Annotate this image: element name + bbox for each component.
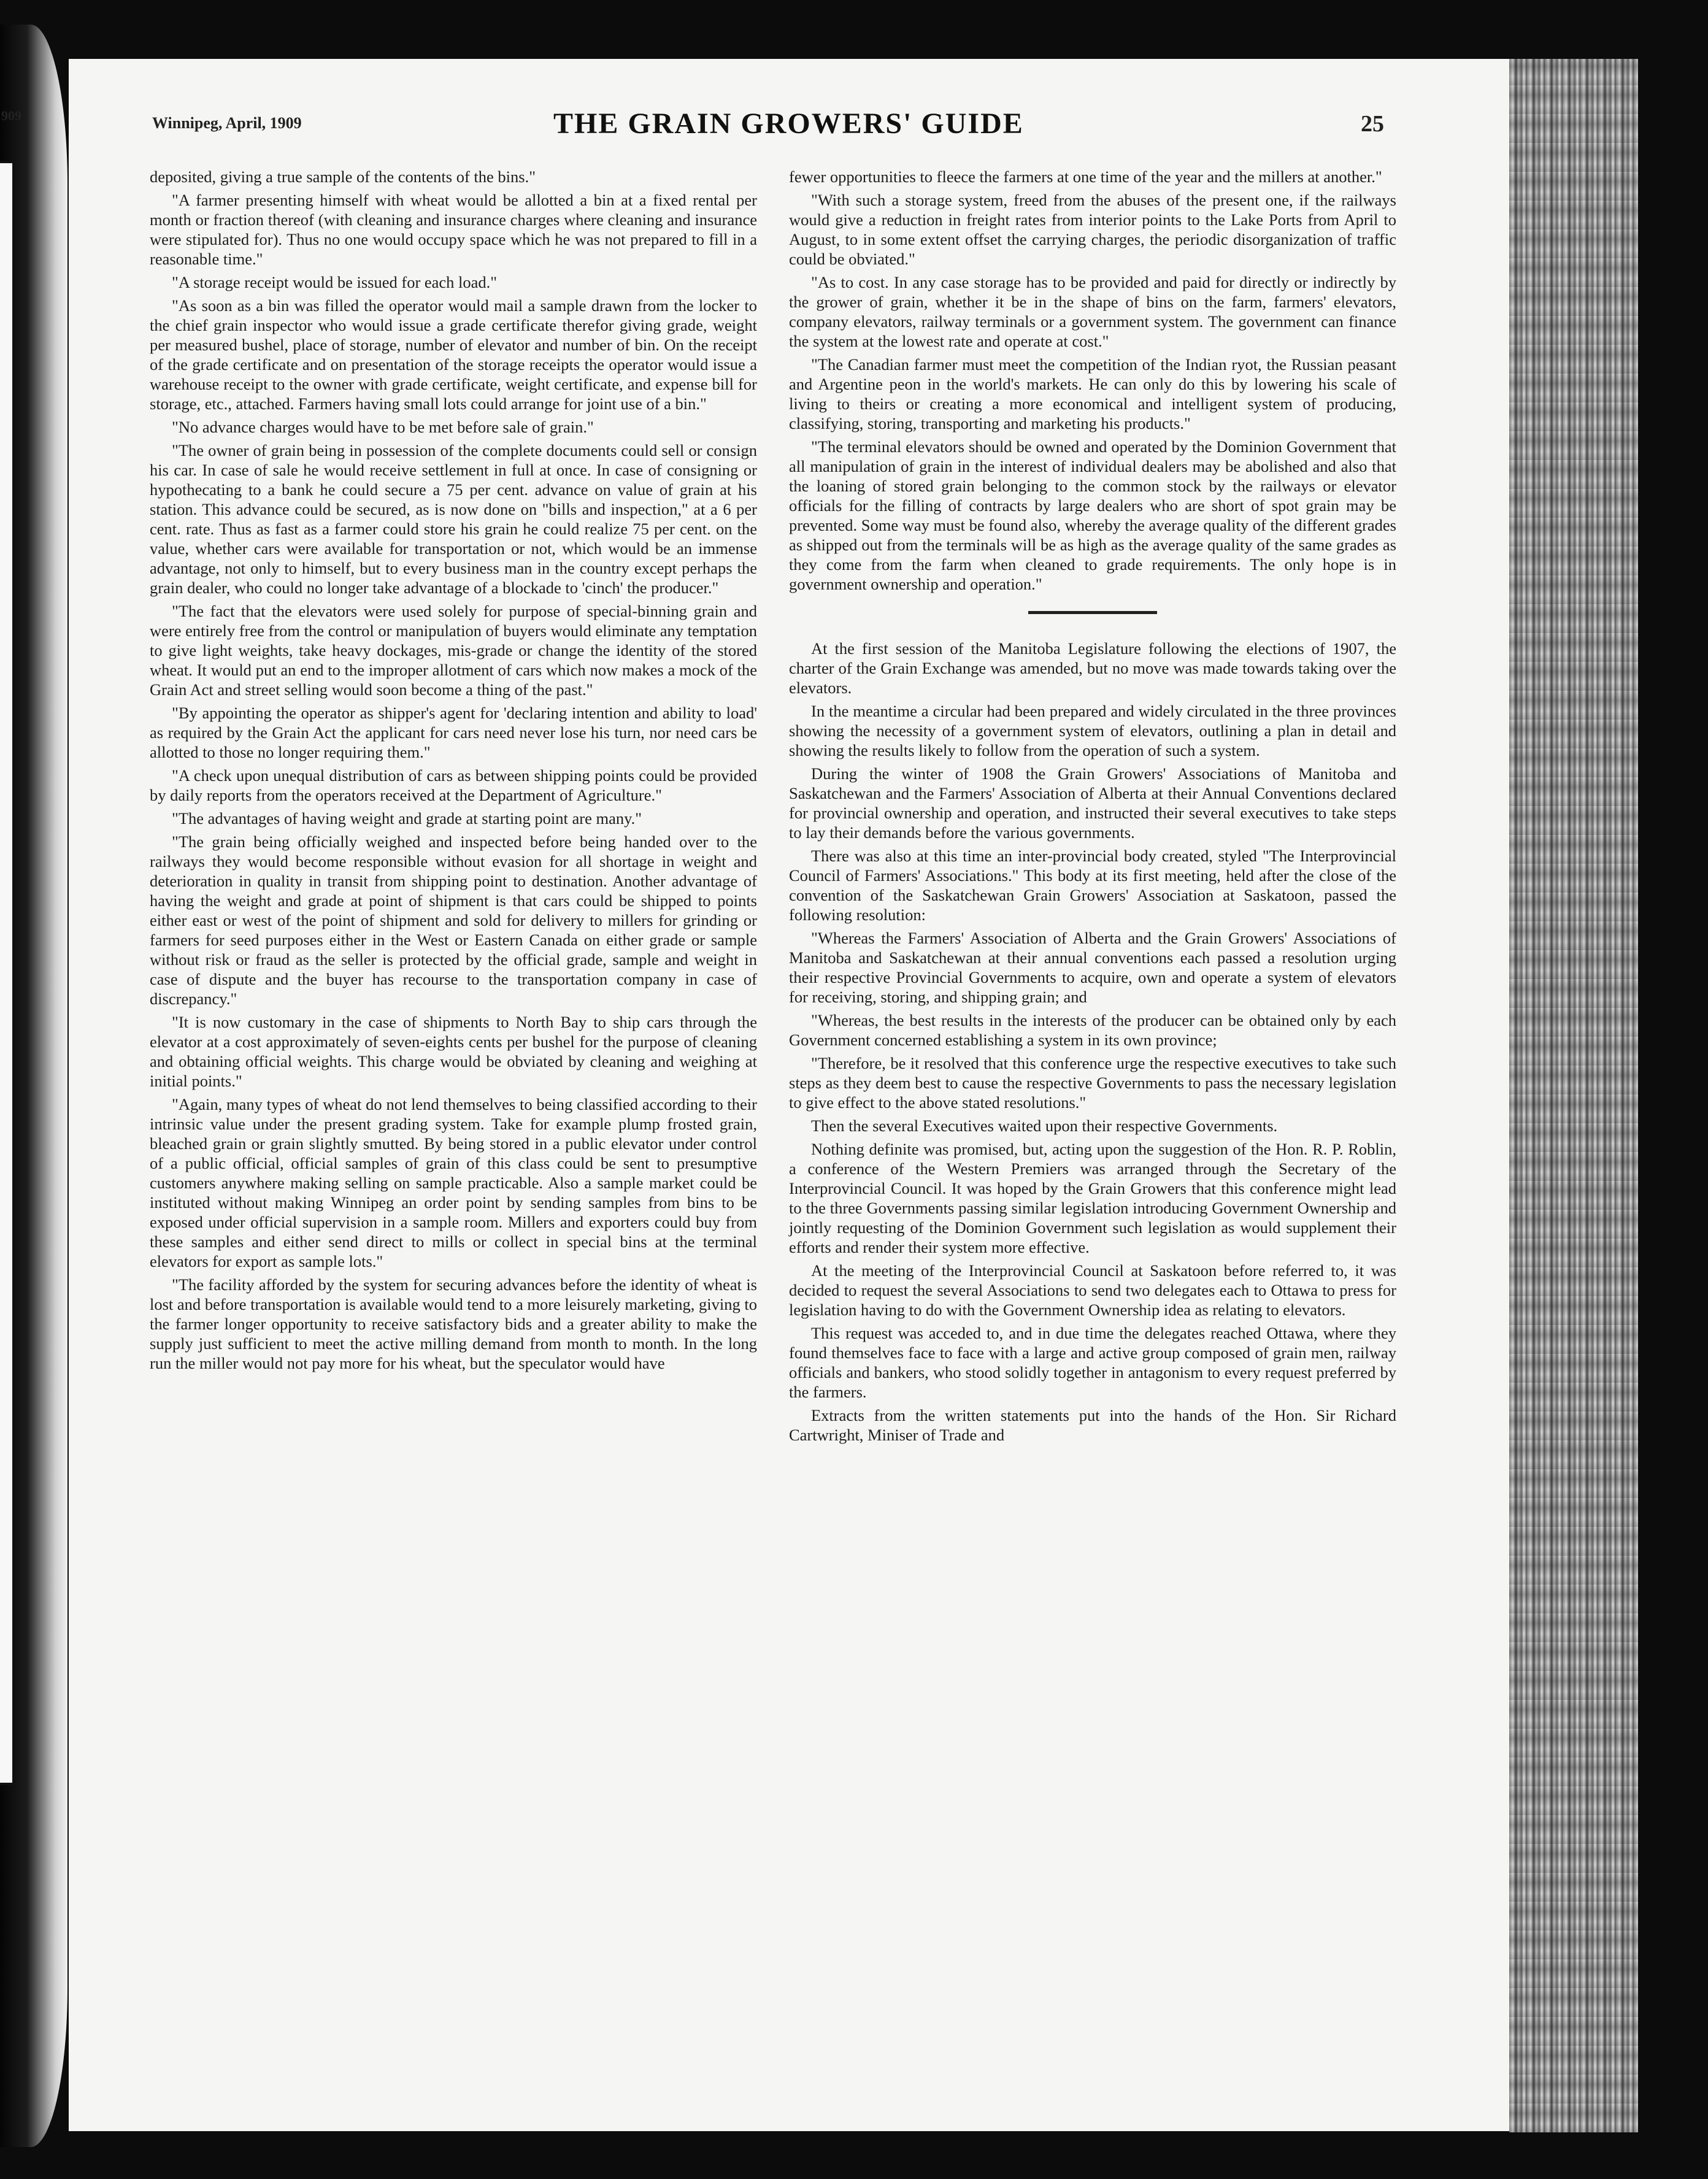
paragraph: "The grain being officially weighed and inspected before being handed over to the railways they would become responsible without evasion for all shortage in weight and deterioration in quality in transit from shipping point to destination. Another advantage of having the weight and grade at point of shipment is that cars could be shipped to points either east or west of the point of shipment and sold for delivery to millers for grinding or farmers for seed purposes either in the West or Eastern Canada on either grade or sample without risk or fraud as the seller is protected by the official grade, sample and weight in case of dispute and the buyer has recourse to the transportation company in case of discrepancy." — [150, 832, 757, 1008]
paragraph: "The terminal elevators should be owned and operated by the Dominion Government that all manipulation of grain in the interest of individual dealers may be abolished and also that the loaning of stored grain belonging to the common stock by the railways or elevator officials for the filling of contracts by large dealers who are short of spot grain may be prevented. Some way must be found also, whereby the average quality of the different grades as shipped out from the terminals will be as high as the average quality of the same grades as they come from the farm when cleaned to grade requirements. The only hope is in government ownership and operation." — [789, 437, 1396, 593]
paragraph: "A check upon unequal distribution of cars as between shipping points could be provided by daily reports from the operators received at the Department of Agriculture." — [150, 766, 757, 804]
paragraph: "Whereas the Farmers' Association of Alberta and the Grain Growers' Associations of Manitoba and Saskatchewan at their annual conventions each passed a resolution urging their respective Provincial Governments to acquire, own and operate a system of elevators for receiving, storing, and shipping grain; and — [789, 929, 1396, 1006]
facing-page-folio: 909 — [1, 108, 21, 123]
paragraph: "It is now customary in the case of shipments to North Bay to ship cars through the elevator at a cost approximately of seven-eights cents per bushel for the purpose of cleaning and obtaining official weights. This charge would be obviated by cleaning and weighing at initial points." — [150, 1013, 757, 1090]
paragraph: "By appointing the operator as shipper's agent for 'declaring intention and ability to load' as required by the Grain Act the applicant for cars need never lose his turn, nor need cars be allotted to those no longer requiring them." — [150, 704, 757, 761]
left-column — [150, 167, 757, 1377]
paragraph: "Again, many types of wheat do not lend themselves to being classified according to their intrinsic value under the present grading system. Take for example plump frosted grain, bleached grain or grain slightly smutted. By being stored in a public elevator under control of a public official, official samples of grain of this class could be sent to presumptive customers anywhere making selling on sample practicable. Also a sample market could be instituted without making Winnipeg an order point by sending samples from bins to be exposed under official supervision in a sample room. Millers and exporters could buy from these samples and either send direct to mills or collect in special bins at the terminal elevators for export as sample lots." — [150, 1095, 757, 1270]
paragraph: "The Canadian farmer must meet the competition of the Indian ryot, the Russian peasant and Argentine peon in the world's markets. He can only do this by lowering his scale of living to theirs or creating a more economical and intelligent system of producing, classifying, storing, transporting and marketing his products." — [789, 355, 1396, 432]
paragraph: This request was acceded to, and in due time the delegates reached Ottawa, where they found themselves face to face with a large and active group composed of grain men, railway officials and bankers, who stood solidly together in antagonism to every request preferred by the farmers. — [789, 1324, 1396, 1401]
paragraph: Nothing definite was promised, but, acting upon the suggestion of the Hon. R. P. Roblin, a conference of the Western Premiers was arranged through the Secretary of the Interprovincial Council. It was hoped by the Grain Growers that this conference might lead to the three Governments passing similar legislation introducing Government Ownership and jointly requesting of the Dominion Government such legislation as would supplement their efforts and render their system more effective. — [789, 1140, 1396, 1256]
paragraph: "No advance charges would have to be met before sale of grain." — [172, 418, 594, 436]
newspaper-title: THE GRAIN GROWERS' GUIDE — [553, 107, 1024, 140]
paragraph: "A storage receipt would be issued for each load." — [172, 273, 498, 291]
paragraph: "The facility afforded by the system for securing advances before the identity of wheat is lost and before transportation is available would tend to a more leisurely marketing, giving to the farmer longer opportunity to receive satisfactory bids and a greater ability to make the supply just sufficient to meet the active milling demand from month to month. In the long run the miller would not pay more for his wheat, but the speculator would have — [150, 1275, 757, 1372]
paragraph: "As soon as a bin was filled the operator would mail a sample drawn from the locker to the chief grain inspector who would issue a grade certificate therefor giving grade, weight per measured bushel, place of storage, number of elevator and number of bin. On the receipt of the grade certificate and on presentation of the storage receipts the operator would issue a warehouse receipt to the owner with grade certificate, weight certificate, and expense bill for storage, etc., attached. Farmers having small lots could arrange for joint use of a bin." — [150, 296, 757, 413]
paragraph: "Therefore, be it resolved that this conference urge the respective executives to take such steps as they deem best to cause the respective Governments to pass the necessary legislation to give effect to the above stated resolutions." — [789, 1054, 1396, 1112]
page-number: 25 — [1361, 111, 1384, 137]
paragraph: At the first session of the Manitoba Legislature following the elections of 1907, the charter of the Grain Exchange was amended, but no move was made towards taking over the elevators. — [789, 639, 1396, 697]
paragraph: fewer opportunities to fleece the farmers at one time of the year and the millers at another." — [789, 167, 1382, 186]
paragraph: Then the several Executives waited upon their respective Governments. — [811, 1116, 1278, 1135]
paragraph: "As to cost. In any case storage has to be provided and paid for directly or indirectly by the grower of grain, whether it be in the shape of bins on the farm, farmers' elevators, company elevators, railway terminals or a government system. The government can finance the system at the lowest rate and operate at cost." — [789, 273, 1396, 350]
right-column — [789, 167, 1396, 1448]
paragraph: There was also at this time an inter-provincial body created, styled "The Interprovincial Council of Farmers' Associations." This body at its first meeting, held after the close of the convention of the Saskatchewan Grain Growers' Association at Saskatoon, passed the following resolution: — [789, 847, 1396, 924]
paragraph: "The fact that the elevators were used solely for purpose of special-binning grain and were entirely free from the control or manipulation of buyers would eliminate any temptation to give light weights, take heavy dockages, mis-grade or change the identity of the stored wheat. It would put an end to the improper allotment of cars which now makes a mock of the Grain Act and street selling would soon become a thing of the past." — [150, 602, 757, 699]
paragraph: "The owner of grain being in possession of the complete documents could sell or consign his car. In case of sale he would receive settlement in full at once. In case of consigning or hypothecating to a bank he could secure a 75 per cent. advance on value of grain at his station. This advance could be secured, as is now done on "bills and inspection," at a 6 per cent. rate. Thus as fast as a farmer could store his grain he could realize 75 per cent. on the value, whether cars were available for transportation or not, which would be an immense advantage, not only to himself, but to every business man in the country except perhaps the grain dealer, who could no longer take advantage of a blockade to 'cinch' the producer." — [150, 441, 757, 597]
facing-page-border — [0, 161, 15, 1785]
paragraph: "A farmer presenting himself with wheat would be allotted a bin at a fixed rental per month or fraction thereof (with cleaning and insurance charges where cleaning and insurance were stipulated for). Thus no one would occupy space which he was not prepared to fill in a reasonable time." — [150, 191, 757, 268]
paragraph: During the winter of 1908 the Grain Growers' Associations of Manitoba and Saskatchewan and the Farmers' Association of Alberta at their Annual Conventions declared for provincial ownership and operation, and instructed their several executives to take steps to lay their demands before the various governments. — [789, 764, 1396, 842]
paragraph: deposited, giving a true sample of the contents of the bins." — [150, 167, 536, 186]
dateline: Winnipeg, April, 1909 — [152, 114, 302, 132]
binding-texture — [1509, 59, 1638, 2132]
paragraph: "With such a storage system, freed from the abuses of the present one, if the railways would give a reduction in freight rates from interior points to the Lake Ports from April to August, to in some extent offset the carrying charges, the periodic disorganization of traffic could be obviated." — [789, 191, 1396, 268]
section-divider — [1028, 611, 1157, 614]
paragraph: In the meantime a circular had been prepared and widely circulated in the three provinces showing the necessity of a government system of elevators, outlining a plan in detail and showing the results likely to follow from the operation of such a system. — [789, 702, 1396, 759]
paragraph: Extracts from the written statements put into the hands of the Hon. Sir Richard Cartwright, Miniser of Trade and — [789, 1406, 1396, 1444]
paragraph: "The advantages of having weight and grade at starting point are many." — [172, 809, 642, 828]
paragraph: At the meeting of the Interprovincial Council at Saskatoon before referred to, it was decided to request the several Associations to send two delegates each to Ottawa to press for legislation having to do with the Government Ownership idea as relating to elevators. — [789, 1261, 1396, 1319]
page-header — [152, 103, 1416, 152]
paragraph: "Whereas, the best results in the interests of the producer can be obtained only by each Government concerned establishing a system in its own province; — [789, 1011, 1396, 1049]
